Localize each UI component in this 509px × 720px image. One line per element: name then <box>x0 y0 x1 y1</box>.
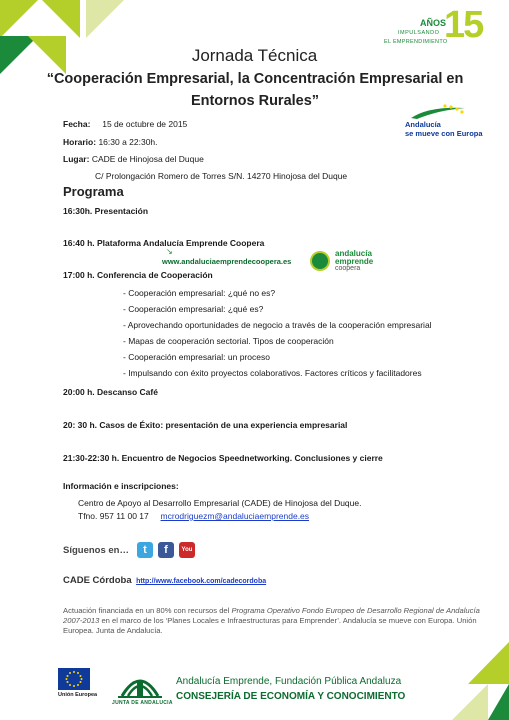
deco-triangle <box>42 0 80 38</box>
fecha-label: Fecha: <box>63 119 91 129</box>
org-logo-text <box>176 676 405 702</box>
bullet-item: - Cooperación empresarial: ¿qué no es? <box>123 288 276 298</box>
junta-emblem-icon <box>112 662 168 700</box>
eu-flag-logo <box>58 668 98 714</box>
program-item-4: 20:00 h. Descanso Café <box>63 387 158 397</box>
europa-swoosh-icon <box>409 104 469 120</box>
coopera-logo-line2: emprende <box>335 257 374 266</box>
program-item-2: 16:40 h. Plataforma Andalucía Emprende Coopera <box>63 238 265 248</box>
bullet-item: - Impulsando con éxito proyectos colaborativos. Factores críticos y facilitadores <box>123 368 422 378</box>
org-name: Andalucía Emprende, Fundación Pública Andaluza <box>176 676 402 687</box>
horario-label: Horario: <box>63 137 97 147</box>
coopera-logo-line1: andalucía <box>335 249 372 258</box>
junta-label: JUNTA DE ANDALUCIA <box>112 700 173 706</box>
bullet-list <box>123 285 432 381</box>
ue-label: Unión Europea <box>58 692 98 698</box>
bullet-item: - Aprovechando oportunidades de negocio a través de la cooperación empresarial <box>123 320 432 330</box>
badge-number: 15 <box>444 4 483 46</box>
coopera-circle-icon <box>310 251 330 271</box>
programa-heading: Programa <box>63 184 124 199</box>
info-heading: Información e inscripciones: <box>63 481 179 491</box>
bullet-item: - Cooperación empresarial: un proceso <box>123 352 270 362</box>
arrow-icon: ↘ <box>166 247 173 256</box>
deco-triangle <box>86 0 124 38</box>
lugar-value: CADE de Hinojosa del Duque <box>91 154 204 164</box>
program-item-6: 21:30-22:30 h. Encuentro de Negocios Speednetworking. Conclusiones y cierre <box>63 453 383 463</box>
youtube-icon[interactable]: You <box>179 542 195 558</box>
deco-triangle <box>468 642 509 684</box>
lugar-label: Lugar: <box>63 154 90 164</box>
badge-line1: IMPULSANDO <box>398 30 440 36</box>
coopera-logo-line3: coopera <box>335 265 361 272</box>
deco-triangle <box>0 0 38 38</box>
badge-line2: EL EMPRENDIMIENTO <box>384 39 448 45</box>
page-title: Jornada Técnica <box>191 46 318 65</box>
program-item-1: 16:30h. Presentación <box>63 206 149 216</box>
footnote-part1: Actuación financiada en un 80% con recursos del <box>63 606 232 615</box>
europa-line1: Andalucía <box>405 120 441 129</box>
cade-label: CADE Córdoba <box>63 575 132 586</box>
fecha-value: 15 de octubre de 2015 <box>102 119 188 129</box>
europa-line2: se mueve con Europa <box>405 129 483 138</box>
info-center: Centro de Apoyo al Desarrollo Empresarial (CADE) de Hinojosa del Duque. <box>78 498 362 508</box>
eu-stars-icon <box>58 668 90 690</box>
horario-row <box>63 134 158 150</box>
eu-flag-icon <box>58 668 90 690</box>
bullet-item: - Cooperación empresarial: ¿qué es? <box>123 304 264 314</box>
page-subtitle: “Cooperación Empresarial, la Concentración Empresarial en Entornos Rurales” <box>46 71 464 109</box>
facebook-icon[interactable]: f <box>158 542 174 558</box>
coopera-logo <box>310 249 380 275</box>
funding-footnote <box>63 606 481 636</box>
coopera-url-text: www.andaluciaemprendecoopera.es <box>162 257 292 266</box>
info-phone: Tfno. 957 11 00 17 <box>78 511 149 521</box>
cade-facebook-link[interactable]: http://www.facebook.com/cadecordoba <box>136 578 267 585</box>
junta-logo <box>112 662 173 712</box>
lugar-row <box>63 151 204 167</box>
program-item-3: 17:00 h. Conferencia de Cooperación <box>63 270 213 280</box>
info-contact-row <box>78 508 309 524</box>
badge-years: AÑOS <box>420 18 447 28</box>
footnote-part2: Programa Operativo Fondo Europeo de Desarrollo Regional de Andalucía 2007-2013 <box>63 606 480 625</box>
bullet-item: - Mapas de cooperación sectorial. Tipos de cooperación <box>123 336 334 346</box>
cade-row <box>63 570 266 588</box>
horario-value: 16:30 a 22:30h. <box>98 137 158 147</box>
andalucia-europa-logo <box>403 104 483 140</box>
fecha-row <box>63 116 187 132</box>
info-email-link[interactable]: mcrodriguezm@andaluciaemprende.es <box>160 511 310 521</box>
address: C/ Prolongación Romero de Torres S/N. 14270 Hinojosa del Duque <box>95 171 348 181</box>
footnote-part3: en el marco de los ‘Planes Locales e Infraestructuras para Emprender’. Andalucía se mueve con Europa. Unión Europea. Junta de Andalucía. <box>63 616 477 635</box>
program-item-5: 20: 30 h. Casos de Éxito: presentación de una experiencia empresarial <box>63 420 348 430</box>
twitter-icon[interactable]: t <box>137 542 153 558</box>
ministry-name: CONSEJERÍA DE ECONOMÍA Y CONOCIMIENTO <box>176 691 406 702</box>
social-label: Síguenos en… <box>63 545 129 556</box>
deco-triangle <box>488 684 509 720</box>
deco-triangle <box>452 684 488 720</box>
